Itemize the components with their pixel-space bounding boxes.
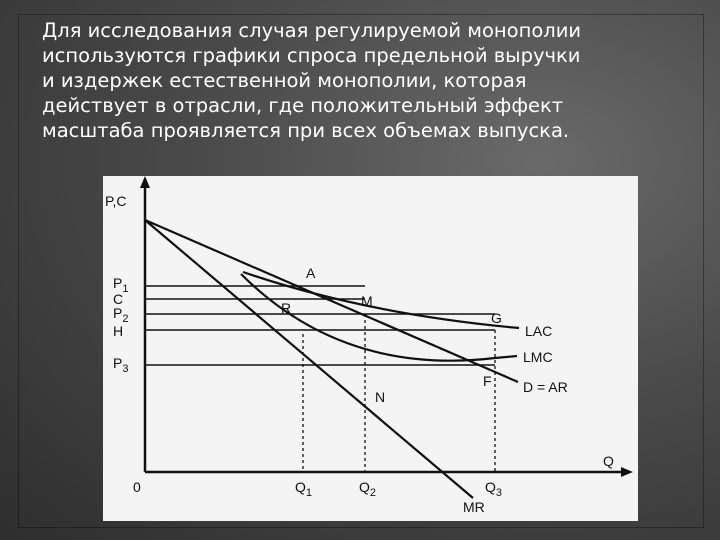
mr-label: MR: [463, 499, 485, 515]
x-tick-label: Q: [359, 479, 370, 495]
text-line: используются графики спроса предельной выручки: [42, 44, 581, 67]
diagram-svg: [103, 176, 638, 521]
y-tick-p2: [113, 305, 128, 325]
x-tick-q1: [295, 479, 312, 499]
text-line: Для исследования случая регулируемой монополии: [42, 19, 582, 42]
lmc-label: LMC: [523, 349, 553, 365]
text-line: и издержек естественной монополии, которая: [42, 69, 527, 92]
y-tick-p3: [113, 355, 128, 375]
y-tick-sub: 2: [122, 313, 129, 325]
slide-text: [42, 18, 692, 143]
y-tick-label: P: [113, 305, 123, 321]
y-tick-label: P: [113, 355, 123, 371]
monopoly-diagram: [103, 176, 638, 521]
demand-label: D = AR: [523, 379, 568, 395]
demand-curve: [145, 220, 518, 382]
y-tick-c: C: [113, 291, 124, 307]
y-tick-h: H: [113, 323, 124, 339]
lac-label: LAC: [525, 323, 553, 339]
y-axis-label: P,C: [105, 193, 127, 209]
x-tick-label: Q: [485, 479, 496, 495]
point-a-label: A: [306, 265, 316, 281]
point-f-label: F: [483, 373, 492, 389]
point-r-label: R: [281, 300, 292, 316]
x-tick-q3: [485, 479, 502, 499]
x-tick-q2: [359, 479, 376, 499]
y-tick-sub: 1: [122, 283, 129, 295]
text-line: действует в отрасли, где положительный эффект: [42, 94, 564, 117]
y-axis-arrow: [140, 176, 150, 188]
x-tick-label: Q: [295, 479, 306, 495]
y-tick-sub: 3: [122, 363, 129, 375]
lmc-curve: [241, 274, 517, 361]
text-line: масштаба проявляется при всех объемах выпуска.: [42, 119, 570, 142]
origin-label: 0: [133, 479, 141, 495]
point-n-label: N: [375, 389, 386, 405]
x-tick-sub: 2: [369, 487, 377, 499]
x-tick-sub: 1: [305, 487, 313, 499]
x-axis-arrow: [621, 467, 633, 477]
x-axis-label: Q: [603, 453, 614, 469]
point-g-label: G: [491, 310, 502, 326]
point-m-label: M: [361, 293, 373, 309]
y-tick-label: P: [113, 275, 123, 291]
x-tick-sub: 3: [495, 487, 503, 499]
